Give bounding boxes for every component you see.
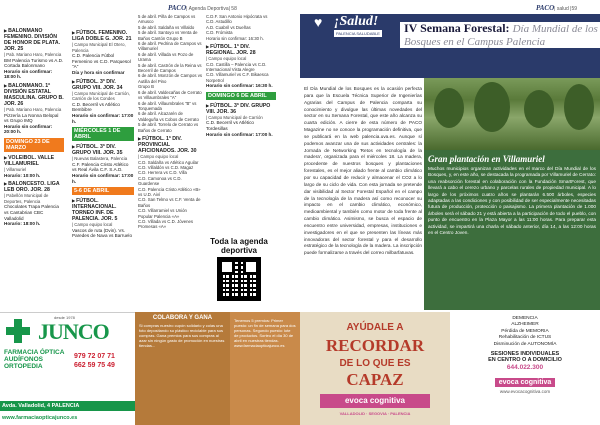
column-1 xyxy=(4,28,64,230)
event-item: ▶ FÚTBOL. 3ª DIV. GRUPO VIII. JOR. 36 | Campo Municipal de Carrión C.D. Becerril vs Atlético Tordesillas Horario sin confirmar: 17:00 h. xyxy=(206,103,276,137)
pharmacy-cross-icon xyxy=(6,319,30,343)
day-heading: DOMINGO 23 DE MARZO xyxy=(4,138,64,152)
event-item: ▶ FÚTBOL FEMENINO. LIGA DOBLE G. JOR. 21 | Campo Municipal El Otero, Palencia C.D. Palencia Fútbol Femenino vs C.D. Parquesol "A" Día y hora sin confirmar xyxy=(72,30,134,76)
left-header: PACO| Agenda Deportiva| 58 xyxy=(168,4,237,12)
event-item: ▶ FÚTBOL. 1ª DIV. PROVINCIAL AFICIONADOS. JOR. 30 | Campo equipo local C.D. Saldaña vs Atlético Aguilar C.D. Villaldón vs C.D. Magaz C.D. Herrera vs C.D. Villa C.D. Camonoa vs C.D. Guardense C.D. Palencia Cristo Atlético «B» vs U.D. Aiví C.D. San Telmo vs C.F. Venta de Baños C.D. Villarramiel vs Unión Popular Palencia «A» C.D. Villada vs C.D. Jóvenes Promesas «A» xyxy=(138,136,202,230)
junco-link[interactable]: www.farmaciaopticajunco.es xyxy=(2,415,78,421)
qr-code-icon[interactable] xyxy=(217,257,261,301)
junco-ad[interactable]: desde 1978 JUNCO FARMACIA ÓPTICA AUDÍFONOS ORTOPEDIA 979 72 07 71 662 59 75 49 Avda. Valladolid, 4 PALENCIA www.farmaciaopticajunco.es xyxy=(0,312,135,425)
day-heading: MIÉRCOLES 1 DE ABRIL xyxy=(72,127,134,141)
day-heading: 5-6 DE ABRIL xyxy=(72,187,134,195)
right-header: PACO| salud |59 xyxy=(536,4,578,12)
evoca-services-ad[interactable]: DEMENCIA ALZHEIMER Pérdida de MEMORIA Rehabilitación de ICTUS Disminución de AUTONOMÍA SESIONES INDIVIDUALES EN CENTRO O A DOMICILIO 644.022.300 evoca cognitiva www.evocacognitiva.com xyxy=(450,312,600,425)
article-title: IV Semana Forestal: Día Mundial de los Bosques en el Campus Palencia xyxy=(404,21,598,48)
promo-ad-2: Tenemos 5 premios: Primer puesto: un fin de semana para dos personas. Segundo puesto: lote de productos. Sorteo el día 30 de abril en nuestras tiendas. www.farmaciaopticajunco.es xyxy=(230,312,300,425)
column-2 xyxy=(72,30,134,242)
event-item: ▶ FÚTBOL. 1ª DIV. REGIONAL. JOR. 28 | Campo equipo local C.D. Castilla – Palencia vs C.D. Internacional Vista Alegre C.D. Villamuriel vs C.F. Bikaesca Norpetrol Horario sin confirmar: 16:30 h. xyxy=(206,44,276,89)
column-4: C.D.F. San Antonio Hipócrata vs C.D. Astudillo A.D. Cuabril vs Dueñas C.D. Frómista Horario sin confirmar: 16:30 h. ▶ FÚTBOL. 1ª DIV. REGIONAL. JOR. 28 | Campo equipo local C.D. Castilla – Palencia vs C.D. Internacional Vista Alegre C.D. Villamuriel vs C.F. Bikaesca Norpetrol Horario sin confirmar: 16:30 h. DOMINGO 6 DE ABRIL ▶ FÚTBOL. 3ª DIV. GRUPO VIII. JOR. 36 | Campo Municipal de Carrión C.D. Becerril vs Atlético Tordesillas Horario sin confirmar: 17:00 h. xyxy=(206,14,276,140)
event-item: ▶ VOLEIBOL. VALLE VILLAMURIEL | Villamuriel Horario: 10:00 h. xyxy=(4,155,64,178)
qr-promo[interactable]: Toda la agenda deportiva xyxy=(203,237,275,307)
schedule-list: 5 de abril. Piña de Campos vs Amusco 5 de abril. Saldaña vs Villaldo 5 de abril. Santoyo vs Venta de Baños Cantón Grupo B 6 de abril. Pedrina de Campos vs Villamuriel 6 de abril. Villada vs Pozo de Urama 5 de abril. Castrón de la Reina vs Becerril de Campos 6 de abril. Monzón de Campos vs Autilla del Pino Grupo B 6 de abril. Valdecañas de Cerrato vs Villaumbrales "A" 6 de abril. Villaumbrales "B" vs Torquemada 6 de abril. Alcazarén de Valdeguña vs Cobos de Cerrato 5 de abril. Torrelo de Cerrato vs Baños de Cerrato xyxy=(138,14,203,133)
evoca-logo: evoca cognitiva xyxy=(495,378,556,387)
evoca-logo: evoca cognitiva xyxy=(320,394,430,408)
event-item: ▶ FÚTBOL. 3ª DIV. GRUPO VIII. JOR. 34 | Campo Municipal de Carrión, Carrión de los Condes C.D. Becerril vs Atlético Bembibre Horario sin confirmar: 17:00 h. xyxy=(72,79,134,125)
event-item: ▶ BALONCESTO. LIGA LEB ORO. JOR. 28 | Pabellón Municipal de Deportes, Palencia Chocolates Trapa Palencia vs Cantabrian CBC Valladolid Horario: 18:00 h. xyxy=(4,181,64,227)
promo-ad: COLABORA Y GANA Si compras nuestro cupón solidario y colas una foto depositando su plástico reciclable para sus compras. Gana premios para sus compras al azar sin ningún gasto de promoción en nuestras tiendas... xyxy=(135,312,230,425)
day-heading: DOMINGO 6 DE ABRIL xyxy=(206,92,276,100)
phone-number[interactable]: 644.022.300 xyxy=(506,363,544,371)
right-page: PACO| salud |59 ♥ ¡Salud! PALENCIA SALUDABLE IV Semana Forestal: Día Mundial de los Bosques en el Campus Palencia El Día Mundial de los Bosques es la ocasión perfecta para que la Escuela Técnica Superior de Ingenierías Agrarias del Campus de Palencia comparta su conocimiento y divulgue las últimas novedades del sector en su Semana Forestal, que este año alcanza su cuarta edición. A cierre de esta número de PACO Magazine no se conoce la programación definitiva, que se publicará en la web palencia.uva.es. Aunque sí podemos avanzar una de sus actividades centrales: la Jornada de Networking 'Retos en tecnología de la madera', organizada para el miércoles 18. La madera, procedente de nuestros bosques y plantaciones forestales, es el mejor aliado frente al cambio climático por su capacidad de reducir y almacenar el CO2 a lo largo de su ciclo de vida. Con esta jornada se pretende dar visibilidad al Sector Forestal Español en el campo de la tecnología de la madera así como reconocer su impacto en el cambio climático, económico, medioambiental y también como motor de toda frente al cambio climático. Asimismo, se busca el espacio de encuentro entre universidad, empresas, instituciones e investigadores en el que se presenten las líneas más innovadoras del sector forestal y para el desarrollo estratégico de la tecnología de la madera. La inscripción puede formalizarse a través del correo milbarfatuvas. Gran plantación en Villamuriel Muchos municipios organizan actividades en el marco del Día Mundial de los Bosques, y, en este año, se destacada la programada por Villamuriel de Cerrato: una reabsorción forestal en colaboración con la Fundación SmartForest, que llevará a cabo el cerezo urbano y parcelas rurales de propiedad municipal. A lo largo de los próximos cuatro años se plantarán 6.500 árboles, especies adaptadas a las condiciones y con posibilidad de ser especialmente necesitadas futura de producción, protección o paisajismo. La primera plantación de 1.000 árboles será el sábado 21 y está abierta a la participación de todo el pueblo, con punto de encuentro en la Plaza Mayor a las 11:00 horas. Para preparar esta actividad, se impartirá una charla el sábado anterior, día 14, a las 12:00 horas en el Centro Joven. AYÚDALE A RECORDAR DE LO QUE ES CAPAZ evoca cognitiva VALLADOLID · SEGOVIA · PALENCIA DEMENCIA ALZHEIMER Pérdida de MEMORIA Rehabilitación de ICTUS Disminución de AUTONOMÍA SESIONES INDIVIDUALES EN CENTRO O A DOMICILIO 644.022.300 evoca cognitiva www.evocacognitiva.com xyxy=(300,0,600,425)
sidebar-box: Gran plantación en Villamuriel Muchos municipios organizan actividades en el marco del Día Mundial de los Bosques, y, en este año, se destacada la programada por Villamuriel de Cerrato: una reabsorción forestal en colaboración con la Fundación SmartForest, que llevará a cabo el cerezo urbano y parcelas rurales de propiedad municipal. A lo largo de los próximos cuatro años se plantarán 6.500 árboles, especies adaptadas a las condiciones y con posibilidad de ser especialmente necesitadas futura de producción, protección o paisajismo. La primera plantación de 1.000 árboles será el sábado 21 y está abierta a la participación de todo el pueblo, con punto de encuentro en la Plaza Mayor a las 11:00 horas. Para preparar esta actividad, se impartirá una charla el sábado anterior, día 14, a las 12:00 horas en el Centro Joven. xyxy=(424,150,600,310)
salud-logo: ¡Salud! xyxy=(334,14,379,29)
junco-logo: JUNCO xyxy=(38,319,109,344)
heart-icon: ♥ xyxy=(314,14,323,30)
event-item: ▶ FÚTBOL. INTERNACIONAL. TORNEO INF. DE PALENCIA. JOR. 5 | Campo equipo local Vascos de ruta (Dvin). Vs. Paredes de Nava vs Barruelo xyxy=(72,198,134,239)
evoca-link[interactable]: www.evocacognitiva.com xyxy=(499,388,551,394)
event-item: ▶ FÚTBOL. 3ª DIV. GRUPO VIII. JOR. 35 | Nuevas Balastera, Palencia C.F. Palencia Cristo Atlético vs Real Ávila C.F. S.A.D. Horario sin confirmar: 17:00 h. xyxy=(72,144,134,184)
event-item: ▶ BALONMANO. 1ª DIVISIÓN ESTATAL MASCULINA. GRUPO B. JOR. 26 | Pab. Mariano Haro, Palencia Pizzería La Nonna Belopal vs Grupo IMQ Horario sin confirmar: 20:00 h. xyxy=(4,83,64,135)
forest-photo xyxy=(424,78,600,150)
column-3 xyxy=(138,14,202,233)
evoca-ad[interactable]: AYÚDALE A RECORDAR DE LO QUE ES CAPAZ evoca cognitiva VALLADOLID · SEGOVIA · PALENCIA xyxy=(300,312,450,425)
event-item: ▶ BALONMANO FEMENINO. DIVISIÓN DE HONOR DE PLATA. JOR. 25 | Pab. Mariano Haro, Palencia BM Palencia Turismo vs A.D. Cortada Balonmano Horario sin confirmar: 18:00 h. xyxy=(4,28,64,80)
article-body: El Día Mundial de los Bosques es la ocasión perfecta para que la Escuela Técnica Superior de Ingenierías Agrarias del Campus de Palencia comparta su conocimiento y divulgue las últimas novedades del sector en su Semana Forestal, que este año alcanza su cuarta edición. A cierre de esta número de PACO Magazine no se conoce la programación definitiva, que se publicará en la web palencia.uva.es. Aunque sí podemos avanzar una de sus actividades centrales: la Jornada de Networking 'Retos en tecnología de la madera', organizada para el miércoles 18. La madera, procedente de nuestros bosques y plantaciones forestales, es el mejor aliado frente al cambio climático por su capacidad de reducir y almacenar el CO2 a lo largo de su ciclo de vida. Con esta jornada se pretende dar visibilidad al Sector Forestal Español en el campo de la tecnología de la madera así como reconocer su impacto en el cambio climático, económico, medioambiental y también como motor de toda frente al cambio climático. Asimismo, se busca el espacio de encuentro entre universidad, empresas, instituciones e investigadores en el que se presenten las líneas más innovadoras del sector forestal y para el desarrollo estratégico de la tecnología de la madera. La inscripción puede formalizarse a través del correo milbarfatuvas. xyxy=(304,86,422,256)
